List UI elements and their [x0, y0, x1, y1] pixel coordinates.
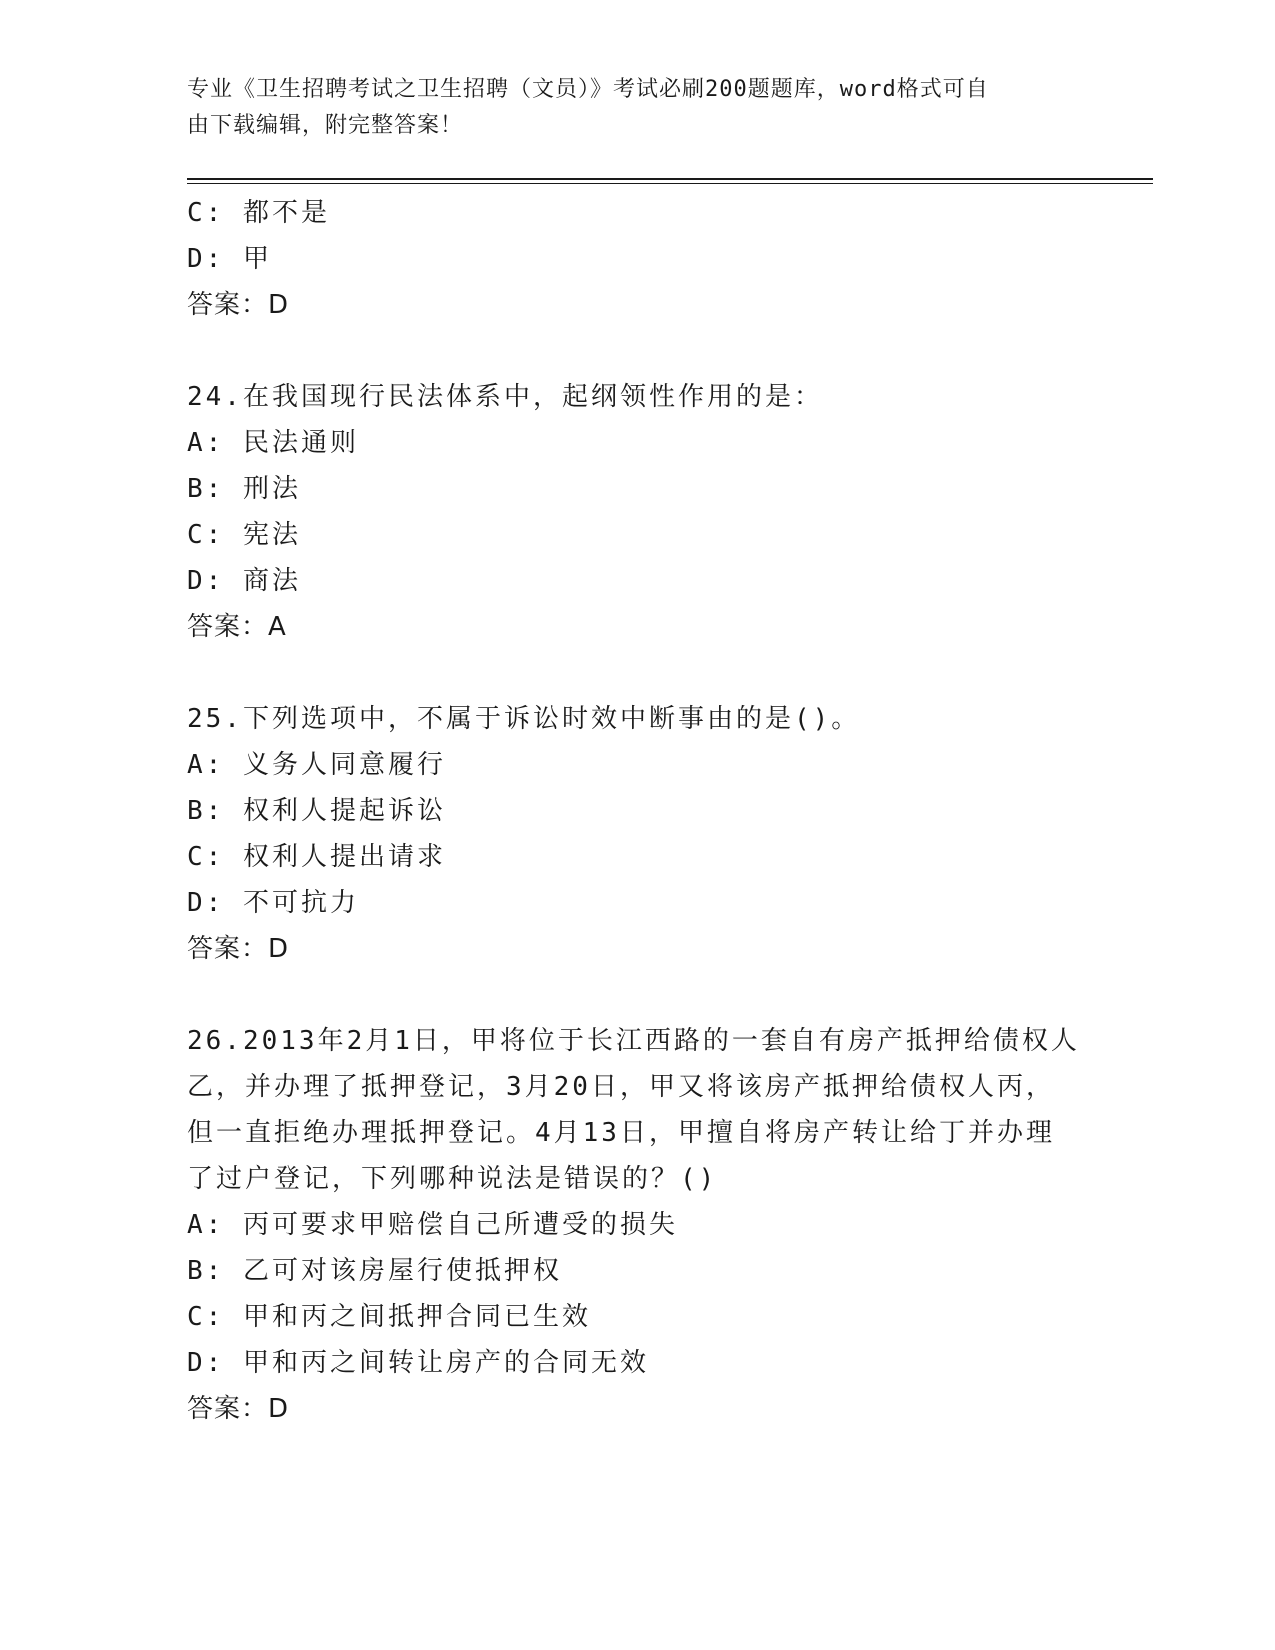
question-26 [187, 1018, 1087, 1432]
header-line-1: 专业《卫生招聘考试之卫生招聘（文员）》考试必刷200题题库，word格式可自 [187, 77, 989, 102]
question-stem: 24.在我国现行民法体系中，起纲领性作用的是： [187, 382, 823, 412]
option-b: B: 刑法 [187, 474, 301, 504]
option-c: C: 宪法 [187, 520, 301, 550]
header-rule-thick [187, 178, 1153, 180]
option-c: C: 都不是 [187, 198, 330, 228]
question-stem-line-2: 乙，并办理了抵押登记，3月20日，甲又将该房产抵押给债权人丙， [187, 1072, 1055, 1102]
option-d: D: 商法 [187, 566, 301, 596]
question-stem-line-3: 但一直拒绝办理抵押登记。4月13日，甲擅自将房产转让给丁并办理 [187, 1118, 1055, 1148]
question-stem-line-4: 了过户登记，下列哪种说法是错误的？() [187, 1164, 718, 1194]
option-d: D: 甲和丙之间转让房产的合同无效 [187, 1348, 649, 1378]
option-b: B: 权利人提起诉讼 [187, 796, 446, 826]
option-a: A: 民法通则 [187, 428, 359, 458]
answer: 答案：D [187, 290, 290, 320]
spacer [187, 650, 1087, 696]
question-continued [187, 190, 1087, 328]
question-24 [187, 374, 1087, 650]
option-d: D: 不可抗力 [187, 888, 359, 918]
answer: 答案：D [187, 1394, 290, 1424]
document-header [187, 72, 1067, 144]
option-b: B: 乙可对该房屋行使抵押权 [187, 1256, 562, 1286]
option-d: D: 甲 [187, 244, 272, 274]
answer: 答案：D [187, 934, 290, 964]
question-list [187, 190, 1087, 1432]
spacer [187, 972, 1087, 1018]
option-a: A: 丙可要求甲赔偿自己所遭受的损失 [187, 1210, 678, 1240]
answer: 答案：A [187, 612, 287, 642]
question-stem: 25.下列选项中，不属于诉讼时效中断事由的是()。 [187, 704, 861, 734]
header-line-2: 由下载编辑，附完整答案！ [187, 113, 464, 138]
spacer [187, 328, 1087, 374]
question-25 [187, 696, 1087, 972]
option-c: C: 权利人提出请求 [187, 842, 446, 872]
option-a: A: 义务人同意履行 [187, 750, 446, 780]
option-c: C: 甲和丙之间抵押合同已生效 [187, 1302, 591, 1332]
header-rule-thin [187, 183, 1153, 184]
question-stem-line-1: 26.2013年2月1日，甲将位于长江西路的一套自有房产抵押给债权人 [187, 1026, 1080, 1056]
